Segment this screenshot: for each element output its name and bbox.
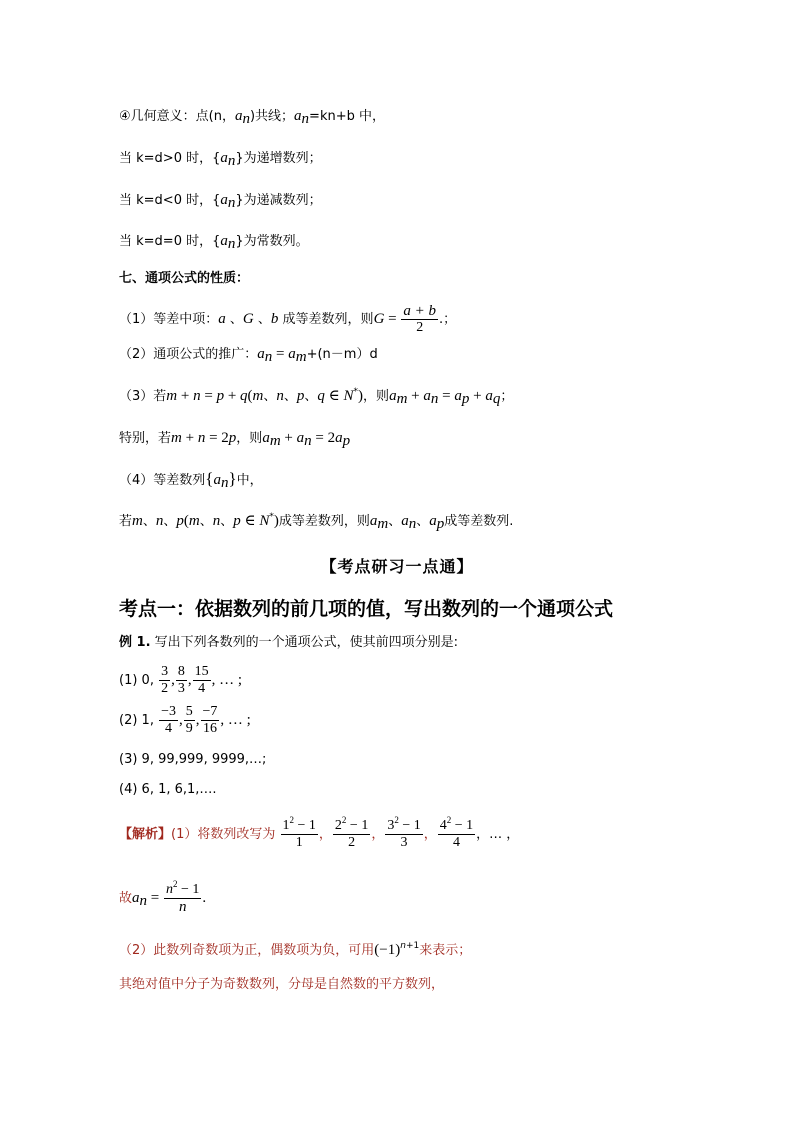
math: m: [171, 430, 182, 446]
solution-line-2: [119, 941, 471, 960]
denominator: 1: [295, 835, 303, 850]
math: ,: [171, 672, 175, 688]
prop-4-line: [119, 470, 263, 490]
sub-n: n: [227, 195, 236, 211]
text: 当 k=d=0 时，{: [119, 234, 221, 249]
math: , … ;: [211, 672, 243, 688]
math: (−1): [374, 942, 401, 958]
math: =: [147, 890, 163, 906]
math: q: [317, 388, 325, 404]
text: 当 k=d>0 时，{: [119, 151, 221, 166]
text: 若: [119, 514, 133, 529]
text: 当 k=d<0 时，{: [119, 193, 221, 208]
text: (1) 0,: [119, 673, 154, 688]
math: a: [429, 513, 437, 529]
math: n: [408, 516, 417, 532]
math: m: [269, 433, 281, 449]
sub-n: n: [301, 111, 310, 127]
numerator: a + b: [403, 303, 436, 319]
geometry-meaning-line: [119, 107, 385, 126]
math: a: [423, 388, 431, 404]
sub-n: n: [227, 236, 236, 252]
math: (: [247, 388, 253, 404]
increasing-line: [119, 149, 322, 168]
math: a: [485, 388, 493, 404]
math: p: [228, 430, 237, 446]
denominator: 3: [177, 681, 185, 696]
example-item-2: [119, 700, 251, 741]
math: }: [228, 469, 237, 488]
math: ): [273, 513, 279, 529]
prop-4-detail-line: 若m、n、p(m、n、p ∈ N*)成等差数列，则$a_m$、$a_n$、$a_p$成等差数列.: [119, 512, 514, 532]
fraction: [201, 704, 220, 737]
solution-conclusion-1: [119, 878, 206, 919]
text: 成等差数列.: [444, 514, 514, 529]
numerator: 5: [185, 704, 193, 719]
text: （3）若: [119, 389, 167, 404]
numerator: $4^2 - 1$: [439, 815, 474, 833]
text: (2) 1,: [119, 713, 154, 728]
math: .: [202, 890, 207, 906]
math: n: [430, 391, 439, 407]
fraction: [401, 303, 438, 336]
math: =: [438, 388, 455, 404]
numerator: 3: [161, 664, 169, 679]
math: p: [461, 391, 470, 407]
prop-3-line: （3）若m + n = p + q(m、n、p、q ∈ N*)，则$a_m + a_n = a_p + a_q$；: [119, 387, 514, 407]
example-item-1: [119, 660, 242, 701]
study-section-heading: 【考点研习一点通】: [320, 557, 474, 576]
denominator: 2: [348, 835, 356, 850]
fraction: [184, 704, 195, 737]
numerator: $2^2 - 1$: [334, 815, 369, 833]
math: a: [288, 346, 296, 362]
math: a: [218, 311, 226, 327]
fraction: [164, 879, 201, 915]
numerator: $3^2 - 1$: [387, 815, 421, 833]
math: m: [295, 349, 307, 365]
var-a: a: [294, 108, 302, 124]
math: m: [377, 516, 389, 532]
math: *: [269, 512, 274, 522]
text: }为常数列。: [235, 234, 309, 249]
solution-tag: 【解析】: [119, 827, 172, 842]
math: q: [492, 391, 501, 407]
example-1-prompt: [119, 634, 458, 652]
solution-line-1: [119, 815, 519, 855]
denominator: 4: [452, 835, 460, 850]
denominator: 4: [198, 681, 206, 696]
math: *: [353, 387, 359, 397]
math: m: [396, 391, 408, 407]
math: G: [373, 311, 385, 327]
math: p: [216, 388, 225, 404]
text: ，: [371, 827, 385, 842]
text: 成等差数列，则: [282, 312, 374, 327]
denominator: 3: [400, 835, 408, 850]
math: , … ;: [220, 712, 251, 728]
var-a: a: [220, 233, 228, 249]
text: 来表示；: [419, 943, 472, 958]
math: n: [304, 433, 312, 449]
fraction: [193, 664, 211, 697]
math: n: [193, 388, 201, 404]
math: p: [176, 513, 184, 529]
math: N: [343, 388, 354, 404]
math: {: [205, 469, 214, 488]
math: n: [264, 349, 273, 365]
text: 写出下列各数列的一个通项公式，使其前四项分别是:: [154, 635, 459, 650]
denominator: 9: [185, 721, 193, 736]
text: ④几何意义：点(n，: [119, 109, 235, 124]
math: a: [335, 430, 343, 446]
math: m: [252, 388, 264, 404]
kaodian-heading: 考点一：依据数列的前几项的值，写出数列的一个通项公式: [119, 598, 614, 620]
denominator: n: [178, 899, 187, 915]
text: ，: [423, 827, 437, 842]
text: =kn+b 中，: [309, 109, 385, 124]
var-a: a: [234, 108, 243, 124]
math: a: [213, 472, 221, 488]
text: ，… ，: [476, 827, 520, 842]
text: 特别，若: [119, 431, 172, 446]
text: )共线；: [249, 109, 295, 124]
solution-line-3: 其绝对值中分子为奇数数列，分母是自然数的平方数列，: [119, 977, 445, 992]
math: p: [342, 433, 351, 449]
math: a: [369, 513, 378, 529]
example-item-3: (3) 9, 99,999, 9999,…;: [119, 752, 267, 767]
math: ∈: [240, 513, 260, 529]
text: ，则: [236, 431, 263, 446]
math: m: [166, 388, 178, 404]
fraction: [281, 815, 318, 851]
text: ，: [318, 827, 332, 842]
math: p: [296, 388, 305, 404]
prop-3-special-line: [119, 429, 350, 448]
text: +(n－m）d: [306, 347, 378, 362]
math: m: [132, 513, 143, 529]
math: n: [212, 513, 221, 529]
example-label: 例 1.: [119, 635, 151, 650]
sub-n: n: [242, 111, 250, 127]
denominator: 2: [416, 320, 424, 335]
text: }为递减数列；: [235, 193, 322, 208]
math: b: [270, 311, 279, 327]
math: q: [240, 388, 248, 404]
fraction: [176, 664, 187, 697]
math: =: [384, 311, 401, 327]
math: +: [407, 388, 424, 404]
math: a: [454, 388, 462, 404]
fraction: [159, 704, 178, 737]
example-item-4: (4) 6, 1, 6,1,….: [119, 782, 217, 797]
math: n: [139, 893, 148, 909]
math: +: [181, 430, 198, 446]
numerator: 8: [177, 664, 185, 679]
math: ,: [187, 672, 192, 688]
math: n: [155, 513, 164, 529]
denominator: 4: [165, 721, 173, 736]
math: a: [132, 890, 140, 906]
text: （2）此数列奇数项为正，偶数项为负，可用: [119, 943, 375, 958]
math: a: [257, 346, 265, 362]
math: m: [188, 513, 200, 529]
text: ，则: [363, 389, 390, 404]
var-a: a: [220, 192, 228, 208]
math: =: [272, 346, 289, 362]
denominator: 16: [202, 721, 217, 736]
numerator: −7: [202, 704, 218, 719]
math: n: [276, 388, 284, 404]
text: ；: [500, 389, 514, 404]
math: = 2: [311, 430, 336, 446]
section-7-title: 七、通项公式的性质：: [119, 271, 250, 286]
math: +: [224, 388, 241, 404]
text: （1）等差中项：: [119, 312, 219, 327]
prop-1-line: （1）等差中项：a 、G 、b 成等差数列，则G = $\frac{a + b}{2}$ .；: [119, 303, 457, 335]
var-a: a: [220, 150, 228, 166]
text: }为递增数列；: [235, 151, 322, 166]
math: a: [389, 388, 397, 404]
math: n: [197, 430, 206, 446]
prop-2-line: [119, 345, 378, 364]
math: n+1: [400, 941, 420, 951]
fraction: [438, 815, 475, 851]
denominator: 2: [161, 681, 169, 696]
numerator: $n^2 - 1$: [165, 879, 200, 897]
math: ): [358, 388, 364, 404]
math: (: [183, 513, 189, 529]
fraction: [333, 815, 370, 851]
math: a: [296, 430, 305, 446]
math: N: [259, 513, 270, 529]
math: p: [436, 516, 445, 532]
math: ,: [179, 712, 183, 728]
math: G: [242, 311, 254, 327]
math: ,: [195, 712, 200, 728]
numerator: −3: [161, 704, 176, 719]
numerator: $1^2 - 1$: [282, 815, 316, 833]
math: +: [469, 388, 486, 404]
math: p: [233, 513, 241, 529]
text: （4）等差数列: [119, 473, 206, 488]
text: 成等差数列，则: [278, 514, 370, 529]
constant-line: [119, 232, 309, 251]
text: 故: [119, 891, 133, 906]
text: (1）将数列改写为: [171, 827, 276, 842]
text: 中，: [236, 473, 263, 488]
math: n: [220, 475, 229, 491]
numerator: 15: [194, 664, 209, 679]
math: ∈: [324, 388, 344, 404]
decreasing-line: [119, 191, 322, 210]
text: .；: [439, 312, 457, 327]
math: a: [262, 430, 270, 446]
sub-n: n: [227, 153, 236, 169]
math: = 2: [205, 430, 229, 446]
fraction: [385, 815, 422, 851]
math: a: [401, 513, 409, 529]
math: +: [280, 430, 297, 446]
math: =: [200, 388, 217, 404]
text: （2）通项公式的推广：: [119, 347, 258, 362]
fraction: [159, 664, 170, 697]
math: +: [177, 388, 194, 404]
